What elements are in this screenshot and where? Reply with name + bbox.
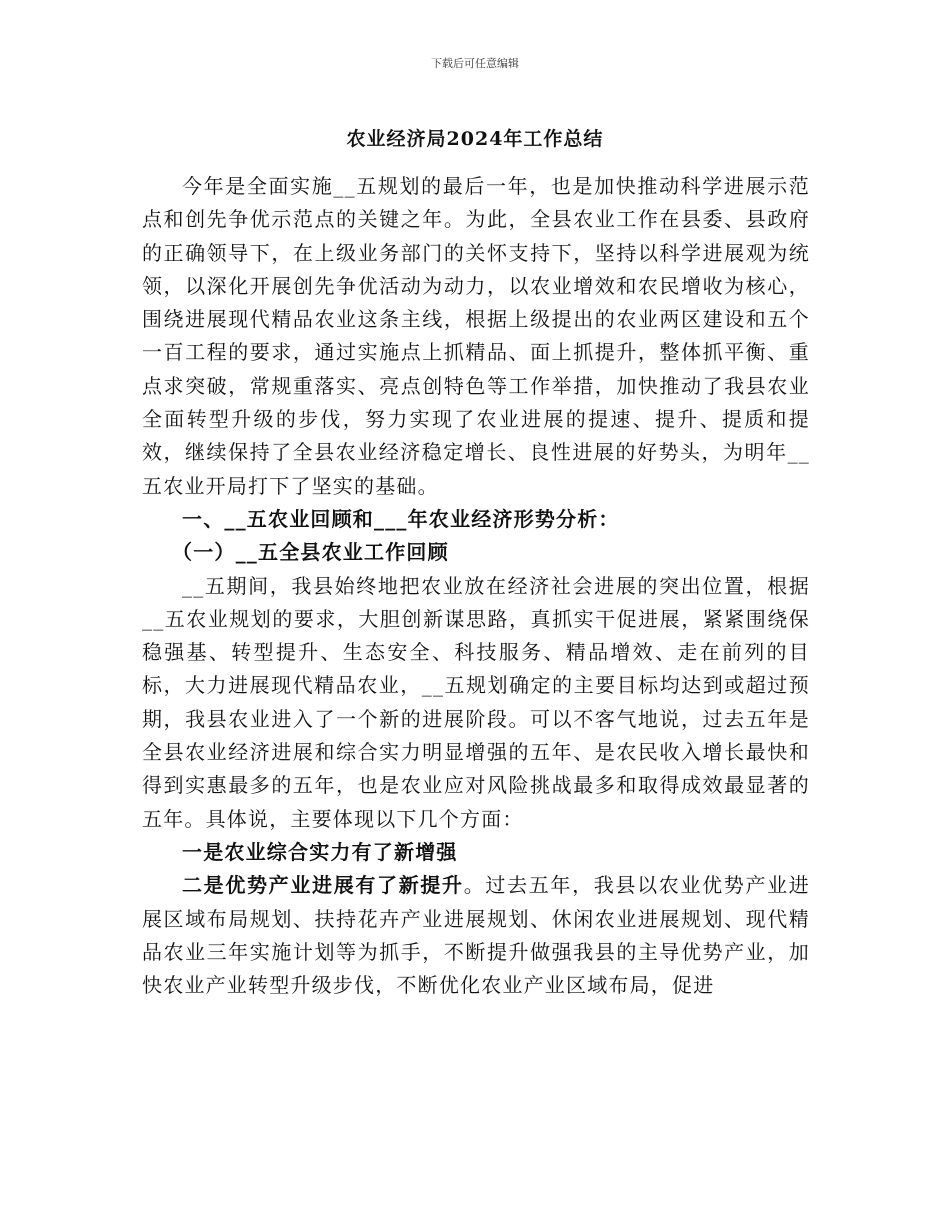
paragraph-intro: 今年是全面实施__五规划的最后一年，也是加快推动科学进展示范点和创先争优示范点的关键之年。为此，全县农业工作在县委、县政府的正确领导下，在上级业务部门的关怀支持下，坚持以科学进展观为统领，以深化开展创先争优活动为动力，以农业增效和农民增收为核心，围绕进展现代精品农业这条主线，根据上级提出的农业两区建设和五个一百工程的要求，通过实施点上抓精品、面上抓提升，整体抓平衡、重点求突破，常规重落实、亮点创特色等工作举措，加快推动了我县农业全面转型升级的步伐，努力实现了农业进展的提速、提升、提质和提效，继续保持了全县农业经济稳定增长、良性进展的好势头，为明年__五农业开局打下了坚实的基础。	[142, 174, 810, 498]
header-note: 下载后可任意编辑	[431, 57, 519, 70]
paragraph-point-two	[142, 869, 810, 1002]
subsection-heading: （一）__五全县农业工作回顾	[172, 540, 449, 565]
point-two-text: 。过去五年，我县以农业优势产业进展区域布局规划、扶持花卉产业进展规划、休闲农业进展规划、现代精品农业三年实施计划等为抓手，不断提升做强我县的主导优势产业，加快农业产业转型升级步伐，不断优化农业产业区域布局，促进	[142, 873, 810, 998]
point-one-heading: 一是农业综合实力有了新增强	[182, 839, 458, 864]
page-title: 农业经济局2024年工作总结	[346, 128, 604, 150]
paragraph-review: __五期间，我县始终地把农业放在经济社会进展的突出位置，根据__五农业规划的要求，大胆创新谋思路，真抓实干促进展，紧紧围绕保稳强基、转型提升、生态安全、科技服务、精品增效、走在前列的目标，大力进展现代精品农业，__五规划确定的主要目标均达到或超过预期，我县农业进入了一个新的进展阶段。可以不客气地说，过去五年是全县农业经济进展和综合实力明显增强的五年、是农民收入增长最快和得到实惠最多的五年，也是农业应对风险挑战最多和取得成效最显著的五年。具体说，主要体现以下几个方面：	[142, 573, 810, 831]
point-two-heading: 二是优势产业进展有了新提升	[182, 873, 464, 898]
document-body	[142, 170, 810, 1002]
section-heading: 一、__五农业回顾和___年农业经济形势分析：	[182, 506, 620, 531]
